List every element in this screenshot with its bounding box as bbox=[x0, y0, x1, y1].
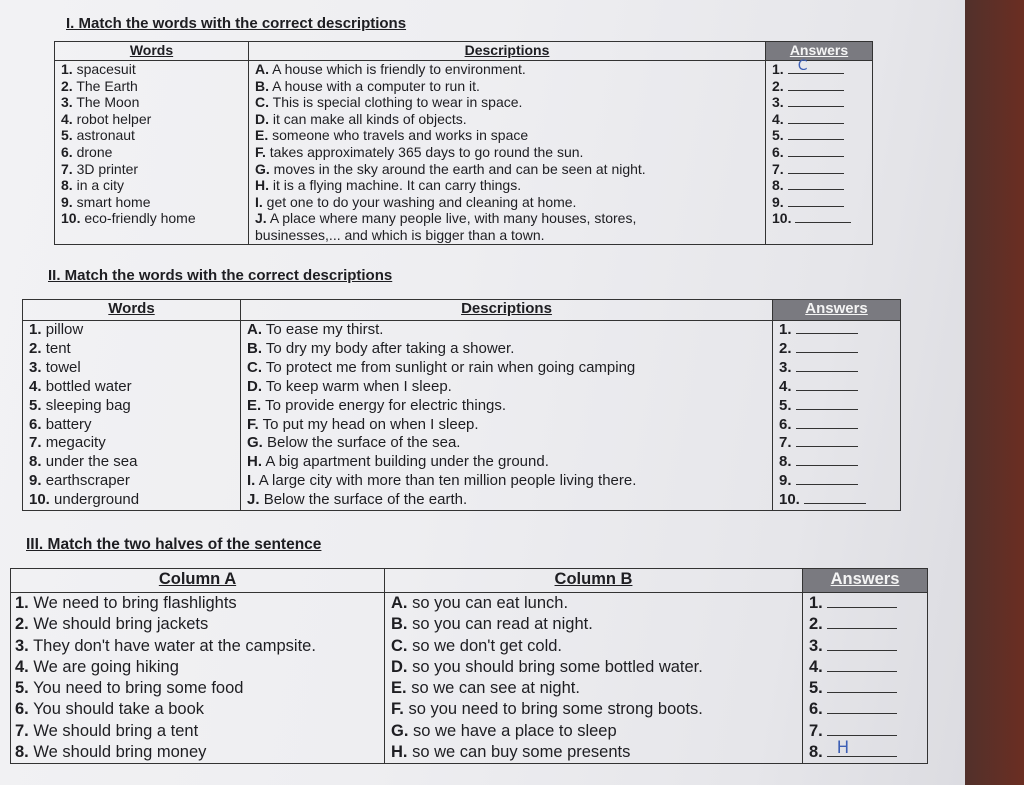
description-item bbox=[391, 636, 796, 657]
item-text: sleeping bag bbox=[45, 396, 131, 414]
answer-blank[interactable] bbox=[827, 628, 897, 629]
answer-blank[interactable] bbox=[788, 173, 844, 174]
answer-blank[interactable] bbox=[827, 713, 897, 714]
item-text: We should bring money bbox=[33, 743, 207, 762]
item-letter: A. bbox=[391, 594, 408, 612]
item-number: 8. bbox=[61, 177, 73, 194]
item-number: 7. bbox=[15, 721, 29, 740]
answer-slot bbox=[772, 58, 866, 78]
section-2-answers-header: Answers bbox=[773, 300, 901, 321]
item-text: earthscraper bbox=[45, 472, 130, 490]
answer-number: 6. bbox=[809, 700, 823, 719]
answer-number: 2. bbox=[809, 615, 823, 634]
item-number: 10. bbox=[61, 210, 81, 227]
answer-number: 6. bbox=[772, 143, 784, 160]
word-item bbox=[15, 678, 378, 699]
item-letter: C. bbox=[247, 358, 262, 376]
answer-blank[interactable] bbox=[796, 484, 858, 485]
description-item bbox=[255, 144, 759, 161]
item-number: 7. bbox=[29, 434, 42, 452]
item-text: in a city bbox=[76, 177, 125, 194]
description-item bbox=[391, 699, 796, 720]
item-letter: E. bbox=[391, 679, 407, 698]
item-number: 4. bbox=[29, 377, 42, 395]
answer-slot bbox=[809, 737, 921, 763]
answer-number: 1. bbox=[779, 321, 792, 338]
answer-blank[interactable] bbox=[827, 737, 897, 757]
answer-number: 5. bbox=[772, 127, 784, 144]
description-item bbox=[391, 742, 796, 763]
item-text: smart home bbox=[76, 193, 151, 210]
item-text: battery bbox=[45, 415, 92, 433]
answer-slot bbox=[779, 453, 894, 472]
item-letter: E. bbox=[247, 396, 262, 414]
word-item bbox=[29, 434, 234, 453]
answer-number: 7. bbox=[772, 160, 784, 177]
item-number: 1. bbox=[29, 321, 42, 338]
item-letter: H. bbox=[247, 453, 262, 471]
description-item bbox=[391, 614, 796, 635]
item-text: Below the surface of the sea. bbox=[267, 434, 461, 452]
item-text: The Earth bbox=[76, 77, 138, 94]
item-text: We should bring jackets bbox=[33, 615, 209, 634]
answer-slot bbox=[779, 434, 894, 453]
description-item bbox=[255, 61, 759, 78]
answer-number: 9. bbox=[779, 472, 792, 490]
answer-blank[interactable] bbox=[788, 139, 844, 140]
answer-blank[interactable] bbox=[796, 428, 858, 429]
section-2-descriptions-cell bbox=[241, 321, 773, 511]
item-letter: H. bbox=[255, 177, 269, 194]
word-item bbox=[61, 61, 242, 78]
section-2-answers-cell bbox=[773, 321, 901, 511]
answer-slot bbox=[809, 636, 921, 657]
answer-blank[interactable] bbox=[788, 58, 844, 75]
item-letter: H. bbox=[391, 743, 408, 762]
item-text: so we don't get cold. bbox=[412, 636, 563, 655]
section-3-table bbox=[10, 568, 928, 764]
item-letter: G. bbox=[247, 434, 263, 452]
answer-number: 2. bbox=[779, 339, 792, 357]
answer-blank[interactable] bbox=[788, 189, 844, 190]
word-item bbox=[29, 416, 234, 435]
item-text: astronaut bbox=[76, 127, 135, 144]
section-1-answers-header: Answers bbox=[766, 42, 873, 61]
description-item bbox=[391, 721, 796, 742]
word-item bbox=[15, 699, 378, 720]
item-text: it can make all kinds of objects. bbox=[272, 110, 467, 127]
answer-slot bbox=[779, 359, 894, 378]
section-2-words-header: Words bbox=[23, 300, 241, 321]
item-letter: A. bbox=[255, 61, 269, 77]
item-text: so you should bring some bottled water. bbox=[412, 657, 703, 676]
description-item bbox=[391, 678, 796, 699]
word-item bbox=[29, 397, 234, 416]
item-text: tent bbox=[45, 339, 71, 357]
item-letter: F. bbox=[255, 143, 266, 160]
answer-blank[interactable] bbox=[827, 607, 897, 608]
description-item bbox=[247, 434, 766, 453]
item-letter: D. bbox=[255, 110, 269, 127]
answer-slot bbox=[809, 657, 921, 678]
item-letter: J. bbox=[255, 210, 267, 227]
answer-number: 3. bbox=[809, 636, 823, 655]
description-item bbox=[255, 127, 759, 144]
section-1-words-cell bbox=[55, 61, 249, 245]
answer-number: 6. bbox=[779, 415, 792, 433]
answer-number: 3. bbox=[772, 94, 784, 111]
item-text: They don't have water at the campsite. bbox=[33, 636, 316, 655]
description-item bbox=[247, 321, 766, 340]
item-text: To keep warm when I sleep. bbox=[265, 377, 452, 395]
answer-slot bbox=[772, 177, 866, 194]
answer-number: 4. bbox=[809, 657, 823, 676]
answer-slot bbox=[772, 94, 866, 111]
item-text: so you need to bring some strong boots. bbox=[408, 700, 703, 719]
section-1-descriptions-cell bbox=[249, 61, 766, 245]
answer-blank[interactable] bbox=[796, 333, 858, 334]
answer-blank[interactable] bbox=[827, 735, 897, 736]
answer-number: 7. bbox=[809, 721, 823, 740]
word-item bbox=[29, 453, 234, 472]
item-text: You need to bring some food bbox=[33, 679, 244, 698]
item-number: 8. bbox=[29, 453, 42, 471]
item-letter: E. bbox=[255, 127, 269, 144]
section-3-answers-cell bbox=[803, 593, 928, 764]
word-item bbox=[61, 161, 242, 178]
description-item bbox=[247, 491, 766, 510]
word-item bbox=[61, 210, 242, 227]
answer-slot bbox=[772, 210, 866, 227]
answer-number: 1. bbox=[772, 61, 784, 77]
item-number: 9. bbox=[61, 193, 73, 210]
item-text: robot helper bbox=[76, 110, 152, 127]
description-item bbox=[247, 378, 766, 397]
answer-blank[interactable] bbox=[827, 671, 897, 672]
section-3-colB-cell bbox=[385, 593, 803, 764]
handwritten-answer: C bbox=[797, 58, 808, 75]
answer-number: 10. bbox=[772, 210, 792, 227]
word-item bbox=[61, 94, 242, 111]
item-text: To dry my body after taking a shower. bbox=[265, 339, 515, 357]
answer-slot bbox=[779, 472, 894, 491]
item-text: Below the surface of the earth. bbox=[263, 491, 468, 509]
item-letter: A. bbox=[247, 321, 262, 338]
item-text: A big apartment building under the ground. bbox=[265, 453, 549, 471]
item-letter: B. bbox=[391, 615, 408, 634]
item-text: under the sea bbox=[45, 453, 138, 471]
answer-blank[interactable] bbox=[795, 222, 851, 223]
item-text: To provide energy for electric things. bbox=[265, 396, 507, 414]
item-text: A house with a computer to run it. bbox=[272, 77, 480, 94]
item-letter: I. bbox=[255, 193, 263, 210]
word-item bbox=[15, 742, 378, 763]
item-letter: B. bbox=[255, 77, 269, 94]
section-1-words-header: Words bbox=[55, 42, 249, 61]
item-number: 2. bbox=[61, 77, 73, 94]
answer-slot bbox=[779, 340, 894, 359]
answer-blank[interactable] bbox=[804, 503, 866, 504]
answer-number: 5. bbox=[809, 679, 823, 698]
section-3-colA-cell bbox=[11, 593, 385, 764]
description-item bbox=[255, 177, 759, 194]
answer-blank[interactable] bbox=[796, 409, 858, 410]
word-item bbox=[61, 144, 242, 161]
item-number: 8. bbox=[15, 743, 29, 762]
item-text: bottled water bbox=[45, 377, 132, 395]
item-number: 6. bbox=[61, 143, 73, 160]
section-3-colB-header: Column B bbox=[385, 569, 803, 593]
item-number: 4. bbox=[15, 657, 29, 676]
answer-slot bbox=[779, 378, 894, 397]
answer-blank[interactable] bbox=[796, 446, 858, 447]
answer-number: 8. bbox=[809, 743, 823, 762]
answer-slot bbox=[779, 416, 894, 435]
answer-blank[interactable] bbox=[796, 371, 858, 372]
answer-blank[interactable] bbox=[796, 465, 858, 466]
section-1-title: I. Match the words with the correct descriptions bbox=[66, 15, 407, 32]
handwritten-answer: H bbox=[836, 737, 850, 757]
section-1-answers-cell bbox=[766, 58, 873, 245]
item-text: so we have a place to sleep bbox=[413, 721, 617, 740]
description-item bbox=[391, 593, 796, 614]
item-number: 5. bbox=[61, 127, 73, 144]
item-text: We need to bring flashlights bbox=[33, 594, 237, 612]
answer-slot bbox=[772, 161, 866, 178]
answer-blank[interactable] bbox=[827, 692, 897, 693]
item-text: We are going hiking bbox=[33, 657, 179, 676]
description-item bbox=[247, 472, 766, 491]
description-item bbox=[255, 210, 759, 227]
answer-blank[interactable] bbox=[796, 352, 858, 353]
description-item bbox=[247, 453, 766, 472]
word-item bbox=[29, 472, 234, 491]
answer-blank[interactable] bbox=[788, 206, 844, 207]
answer-number: 2. bbox=[772, 77, 784, 94]
answer-number: 8. bbox=[772, 177, 784, 194]
answer-blank[interactable] bbox=[796, 390, 858, 391]
section-1-description-continuation: businesses,... and which is bigger than a town. bbox=[255, 226, 545, 243]
description-item bbox=[247, 359, 766, 378]
description-item bbox=[255, 111, 759, 128]
item-number: 4. bbox=[61, 110, 73, 127]
item-text: We should bring a tent bbox=[33, 721, 199, 740]
item-number: 3. bbox=[61, 94, 73, 111]
answer-slot bbox=[779, 397, 894, 416]
answer-slot bbox=[772, 144, 866, 161]
item-text: drone bbox=[76, 143, 113, 160]
word-item bbox=[61, 127, 242, 144]
answer-blank[interactable] bbox=[827, 650, 897, 651]
item-letter: F. bbox=[247, 415, 259, 433]
word-item bbox=[29, 340, 234, 359]
answer-slot bbox=[809, 593, 921, 614]
answer-number: 4. bbox=[779, 377, 792, 395]
answer-slot bbox=[779, 491, 894, 510]
item-number: 3. bbox=[29, 358, 42, 376]
answer-slot bbox=[772, 194, 866, 211]
item-text: someone who travels and works in space bbox=[272, 127, 529, 144]
item-number: 1. bbox=[15, 594, 29, 612]
answer-number: 10. bbox=[779, 491, 800, 509]
answer-slot bbox=[809, 721, 921, 742]
answer-number: 8. bbox=[779, 453, 792, 471]
item-letter: J. bbox=[247, 491, 260, 509]
answer-slot bbox=[772, 127, 866, 144]
section-2-descriptions-header: Descriptions bbox=[241, 300, 773, 321]
item-text: To ease my thirst. bbox=[265, 321, 384, 338]
description-item bbox=[247, 416, 766, 435]
answer-slot bbox=[809, 614, 921, 635]
word-item bbox=[15, 721, 378, 742]
item-number: 5. bbox=[29, 396, 42, 414]
item-letter: D. bbox=[247, 377, 262, 395]
item-number: 2. bbox=[15, 615, 29, 634]
word-item bbox=[29, 321, 234, 340]
item-letter: F. bbox=[391, 700, 404, 719]
item-text: The Moon bbox=[76, 94, 140, 111]
word-item bbox=[15, 614, 378, 635]
item-number: 7. bbox=[61, 160, 73, 177]
answer-number: 7. bbox=[779, 434, 792, 452]
answer-slot bbox=[772, 111, 866, 128]
answer-number: 3. bbox=[779, 358, 792, 376]
answer-slot bbox=[809, 678, 921, 699]
item-text: A large city with more than ten million people living there. bbox=[258, 472, 637, 490]
answer-number: 9. bbox=[772, 193, 784, 210]
word-item bbox=[61, 177, 242, 194]
answer-blank[interactable] bbox=[788, 123, 844, 124]
item-letter: C. bbox=[255, 94, 269, 111]
item-text: 3D printer bbox=[76, 160, 139, 177]
item-text: so we can buy some presents bbox=[412, 743, 631, 762]
item-text: so we can see at night. bbox=[411, 679, 580, 698]
item-text: towel bbox=[45, 358, 81, 376]
item-number: 9. bbox=[29, 472, 42, 490]
item-text: pillow bbox=[45, 321, 84, 338]
item-letter: I. bbox=[247, 472, 256, 490]
answer-blank[interactable] bbox=[788, 90, 844, 91]
item-letter: D. bbox=[391, 657, 408, 676]
item-text: spacesuit bbox=[76, 61, 136, 77]
answer-number: 5. bbox=[779, 396, 792, 414]
word-item bbox=[61, 78, 242, 95]
word-item bbox=[29, 491, 234, 510]
item-number: 6. bbox=[29, 415, 42, 433]
item-text: it is a flying machine. It can carry things. bbox=[272, 177, 522, 194]
word-item bbox=[15, 593, 378, 614]
description-item bbox=[255, 78, 759, 95]
item-number: 10. bbox=[29, 491, 50, 509]
word-item bbox=[29, 359, 234, 378]
section-2-table bbox=[22, 299, 901, 511]
description-item bbox=[391, 657, 796, 678]
item-letter: B. bbox=[247, 339, 262, 357]
item-text: A place where many people live, with many houses, stores, bbox=[269, 210, 637, 227]
description-item bbox=[255, 194, 759, 211]
word-item bbox=[15, 657, 378, 678]
item-text: This is special clothing to wear in space. bbox=[272, 94, 523, 111]
item-text: You should take a book bbox=[33, 700, 205, 719]
section-2-title: II. Match the words with the correct descriptions bbox=[48, 267, 393, 284]
item-text: To put my head on when I sleep. bbox=[262, 415, 479, 433]
section-2-words-cell bbox=[23, 321, 241, 511]
item-text: so you can eat lunch. bbox=[412, 594, 569, 612]
section-1-descriptions-header: Descriptions bbox=[249, 42, 766, 61]
item-letter: G. bbox=[255, 160, 270, 177]
answer-slot bbox=[779, 321, 894, 340]
item-number: 6. bbox=[15, 700, 29, 719]
answer-blank[interactable] bbox=[788, 106, 844, 107]
answer-number: 4. bbox=[772, 110, 784, 127]
description-item bbox=[247, 340, 766, 359]
description-item bbox=[247, 397, 766, 416]
description-item bbox=[255, 94, 759, 111]
section-3-colA-header: Column A bbox=[11, 569, 385, 593]
item-number: 3. bbox=[15, 636, 29, 655]
section-3-title: III. Match the two halves of the sentence bbox=[26, 536, 322, 553]
item-text: so you can read at night. bbox=[412, 615, 593, 634]
item-text: A house which is friendly to environment. bbox=[272, 61, 526, 77]
item-text: megacity bbox=[45, 434, 106, 452]
item-number: 5. bbox=[15, 679, 29, 698]
item-text: underground bbox=[54, 491, 140, 509]
word-item bbox=[15, 636, 378, 657]
answer-number: 1. bbox=[809, 594, 823, 612]
item-text: eco-friendly home bbox=[84, 210, 196, 227]
item-letter: G. bbox=[391, 721, 409, 740]
description-item bbox=[255, 161, 759, 178]
item-text: takes approximately 365 days to go round the sun. bbox=[269, 143, 584, 160]
answer-blank[interactable] bbox=[788, 156, 844, 157]
item-letter: C. bbox=[391, 636, 408, 655]
item-text: moves in the sky around the earth and can be seen at night. bbox=[273, 160, 646, 177]
section-3-answers-header: Answers bbox=[803, 569, 928, 593]
word-item bbox=[61, 111, 242, 128]
item-text: get one to do your washing and cleaning at home. bbox=[266, 193, 577, 210]
section-1-table bbox=[54, 41, 873, 245]
word-item bbox=[29, 378, 234, 397]
answer-slot bbox=[809, 699, 921, 720]
answer-slot bbox=[772, 78, 866, 95]
item-text: To protect me from sunlight or rain when going camping bbox=[265, 358, 636, 376]
item-number: 1. bbox=[61, 61, 73, 77]
word-item bbox=[61, 194, 242, 211]
item-number: 2. bbox=[29, 339, 42, 357]
